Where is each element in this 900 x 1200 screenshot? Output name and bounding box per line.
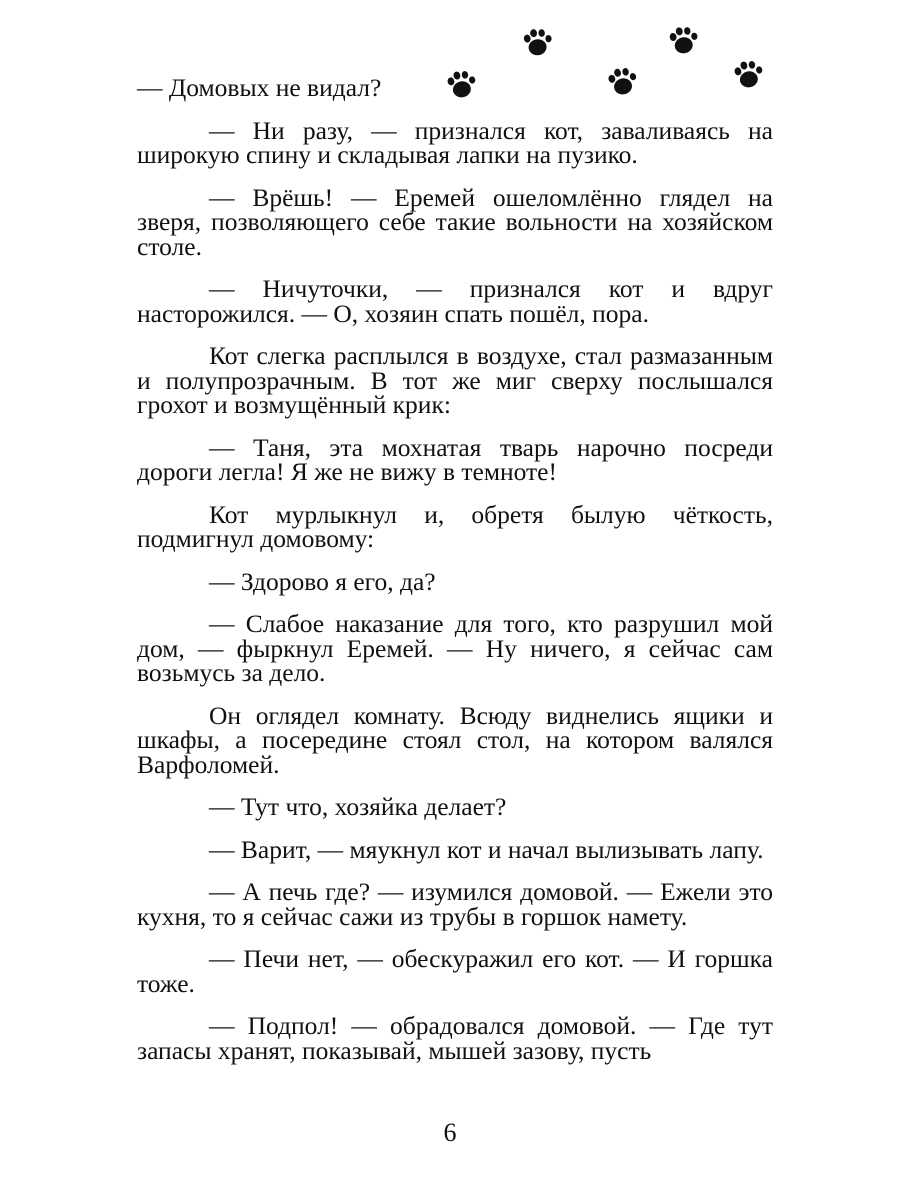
paragraph: — Домовых не видал? (137, 73, 382, 102)
paw-print-icon (666, 23, 705, 58)
paragraph: — Ни разу, — признался кот, заваливаясь на широкую спину и складывая лапки на пузико. (137, 115, 773, 169)
paragraph: — Варит, — мяукнул кот и начал вылизывать лапу. (209, 834, 764, 864)
paw-print-icon (520, 26, 558, 60)
paragraph: — Слабое наказание для того, кто разрушил мой дом, — фыркнул Еремей. — Ну ничего, я сейчас сам возьмусь за дело. (137, 609, 773, 687)
paragraph: — Ничуточки, — признался кот и вдруг насторожился. — О, хозяин спать пошёл, пора. (137, 274, 773, 328)
paragraph: Кот слегка расплылся в воздухе, стал размазанным и полупрозрачным. В тот же миг сверху послышался грохот и возмущённый крик: (137, 341, 773, 419)
paragraph: — Врёшь! — Еремей ошеломлённо глядел на зверя, позволяющего себе такие вольности на хозяйском столе. (137, 182, 773, 261)
paragraph: Он оглядел комнату. Всюду виднелись ящики и шкафы, а посередине стоял стол, на котором валялся Варфоломей. (137, 700, 773, 779)
paragraph: — Подпол! — обрадовался домовой. — Где тут запасы хранят, показывай, мышей зазову, пусть (137, 1011, 773, 1065)
paragraph: Кот мурлыкнул и, обретя былую чёткость, подмигнул домовому: (137, 499, 773, 553)
paragraph: — Здорово я его, да? (209, 566, 436, 596)
paragraph: — Тут что, хозяйка делает? (209, 792, 507, 821)
page-body-text (137, 73, 773, 1081)
paragraph: — Таня, эта мохнатая тварь нарочно посреди дороги легла! Я же не вижу в темноте! (137, 432, 773, 486)
paragraph: — Печи нет, — обескуражил его кот. — И горшка тоже. (137, 944, 773, 998)
paragraph: — А печь где? — изумился домовой. — Ежели это кухня, то я сейчас сажи из трубы в горшок намету. (137, 877, 773, 931)
page-number: 6 (443, 1118, 457, 1147)
